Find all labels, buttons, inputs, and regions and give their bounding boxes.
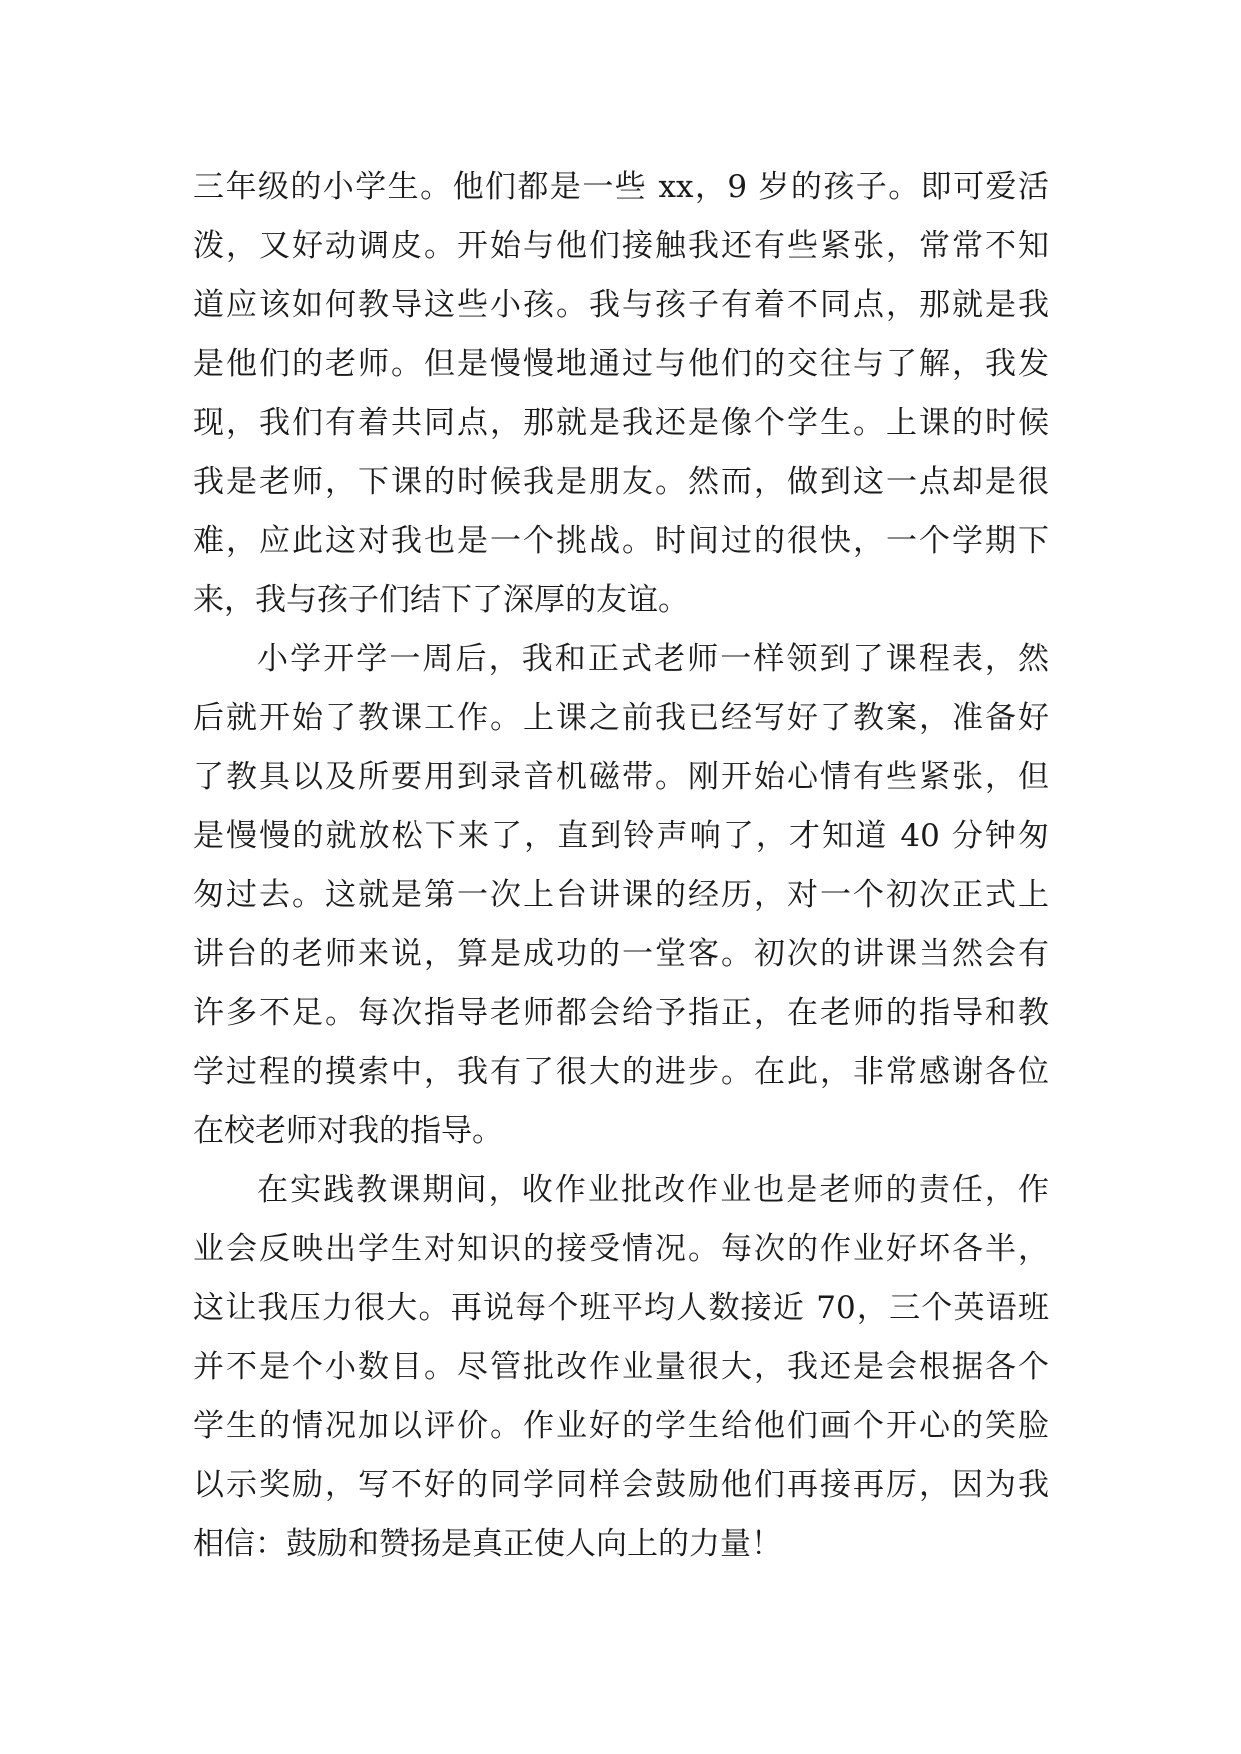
text-line: 小学开学一周后，我和正式老师一样领到了课程表，然 [257,641,1049,677]
text-line: 三年级的小学生。他们都是一些 xx，9 岁的孩子。即可爱活 [193,169,1049,205]
text-line: 现，我们有着共同点，那就是我还是像个学生。上课的时候 [193,405,1049,441]
text-line: 匆过去。这就是第一次上台讲课的经历，对一个初次正式上 [193,877,1049,913]
text-line: 学过程的摸索中，我有了很大的进步。在此，非常感谢各位 [193,1054,1049,1090]
text-line: 道应该如何教导这些小孩。我与孩子有着不同点，那就是我 [193,287,1049,323]
text-line: 以示奖励，写不好的同学同样会鼓励他们再接再厉，因为我 [193,1467,1049,1503]
text-line: 了教具以及所要用到录音机磁带。刚开始心情有些紧张，但 [193,759,1049,795]
text-line: 这让我压力很大。再说每个班平均人数接近 70，三个英语班 [193,1290,1049,1326]
text-line: 业会反映出学生对知识的接受情况。每次的作业好坏各半， [193,1231,1049,1267]
text-line: 讲台的老师来说，算是成功的一堂客。初次的讲课当然会有 [193,936,1049,972]
text-line: 是他们的老师。但是慢慢地通过与他们的交往与了解，我发 [193,346,1049,382]
paragraph-3 [193,1161,1049,1574]
text-line: 泼，又好动调皮。开始与他们接触我还有些紧张，常常不知 [193,228,1049,264]
body-text [193,158,1049,1574]
paragraph-2 [193,630,1049,1161]
text-line: 并不是个小数目。尽管批改作业量很大，我还是会根据各个 [193,1349,1049,1385]
text-line: 在实践教课期间，收作业批改作业也是老师的责任，作 [257,1172,1049,1208]
text-line: 是慢慢的就放松下来了，直到铃声响了，才知道 40 分钟匆 [193,818,1049,854]
text-line: 学生的情况加以评价。作业好的学生给他们画个开心的笑脸 [193,1408,1049,1444]
text-line: 我是老师，下课的时候我是朋友。然而，做到这一点却是很 [193,464,1049,500]
text-line: 许多不足。每次指导老师都会给予指正，在老师的指导和教 [193,995,1049,1031]
text-line: 来，我与孩子们结下了深厚的友谊。 [193,582,689,618]
paragraph-1 [193,158,1049,630]
text-line: 在校老师对我的指导。 [193,1113,503,1149]
text-line: 相信：鼓励和赞扬是真正使人向上的力量！ [193,1526,782,1562]
text-line: 难，应此这对我也是一个挑战。时间过的很快，一个学期下 [193,523,1049,559]
text-line: 后就开始了教课工作。上课之前我已经写好了教案，准备好 [193,700,1049,736]
